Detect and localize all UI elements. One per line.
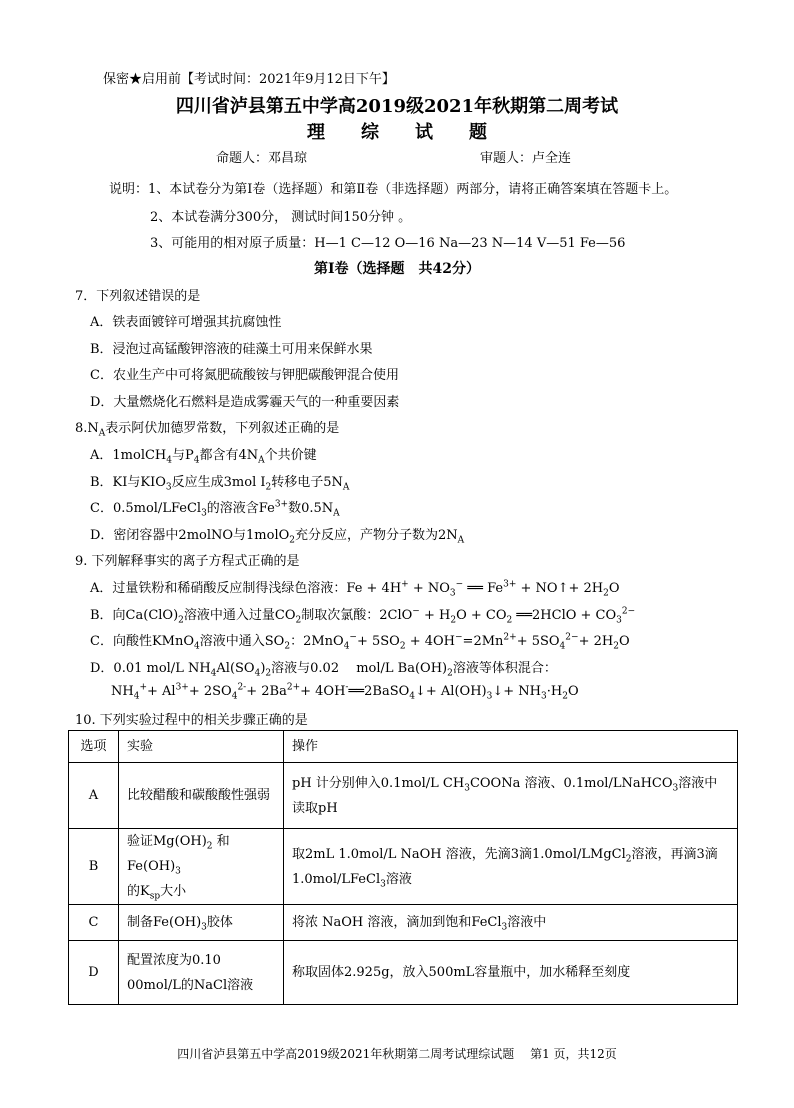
header-experiment: 实验 (119, 731, 284, 763)
exam-subtitle: 理 综 试 题 (307, 122, 487, 143)
header-operation: 操作 (284, 731, 738, 763)
experiment-table (68, 730, 738, 1005)
q8-option-c: C．0.5mol/LFeCl$_3$的溶液含$Fe^{3+}$数$0.5N_A$ (90, 499, 340, 519)
q9-option-b: B．向$Ca(ClO)_2$溶液中通入过量$CO_2$制取次氯酸：$2ClO^- + H_2O + CO_2$ ══2HClO + $CO_3^{2-}$ (90, 606, 636, 626)
row-operation: pH 计分别伸入0.1mol/L $CH_3COONa$ 溶液、0.1mol/LNaHCO$_3$溶液中读取pH (284, 763, 738, 829)
q7-option-b: B．浸泡过高锰酸钾溶液的硅藻土可用来保鲜水果 (90, 342, 373, 357)
q7-option-c: C．农业生产中可将氮肥硫酸铵与钾肥碳酸钾混合使用 (90, 368, 399, 383)
note-3: 3、可能用的相对原子质量：H—1 C—12 O—16 Na—23 N—14 V—51 Fe—56 (150, 236, 626, 251)
q8-option-b: B．KI与$KIO_3$反应生成3mol $I_2$转移电子$5N_A$ (90, 475, 350, 493)
row-operation: 将浓 NaOH 溶液，滴加到饱和FeCl$_3$溶液中 (284, 905, 738, 941)
table-row (69, 905, 738, 941)
q9-option-d-equation: $NH_4^++ Al^{3+}+ 2SO_4^{2-}+ 2Ba^{2+}+$ 4OH-══2BaSO$_4$↓+ $Al(OH)_3↓+ NH_3\cdot H_2O$ (111, 682, 579, 702)
q9-stem: 9. 下列解释事实的离子方程式正确的是 (75, 554, 300, 569)
row-experiment: 制备$Fe(OH)_3$胶体 (119, 905, 284, 941)
note-2: 2、本试卷满分300分， 测试时间150分钟 。 (150, 210, 412, 225)
reviewer-line: 审题人：卢全连 (480, 151, 572, 166)
exam-title: 四川省泸县第五中学高2019级2021年秋期第二周考试 (175, 96, 619, 117)
q9-option-a: A．过量铁粉和稀硝酸反应制得浅绿色溶液：$Fe + 4H^+ + NO_3^-$ ══ $Fe^{3+}$ + NO↑+ $2H_2O$ (90, 579, 620, 599)
row-option: D (69, 941, 119, 1005)
secrecy-line: 保密★启用前【考试时间：2021年9月12日下午】 (103, 72, 395, 87)
q7-option-a: A．铁表面镀锌可增强其抗腐蚀性 (90, 315, 282, 330)
table-row (69, 829, 738, 905)
row-operation: 取2mL 1.0mol/L NaOH 溶液，先滴3滴1.0mol/LMgCl$_2$溶液，再滴3滴1.0mol/LFeCl$_3$溶液 (284, 829, 738, 905)
row-operation: 称取固体2.925g，放入500mL容量瓶中，加水稀释至刻度 (284, 941, 738, 1005)
q10-stem: 10. 下列实验过程中的相关步骤正确的是 (75, 713, 308, 728)
section-heading: 第Ⅰ卷（选择题 共42分） (313, 261, 481, 277)
header-option: 选项 (69, 731, 119, 763)
row-experiment: 配置浓度为0.10 00mol/L的NaCl溶液 (119, 941, 284, 1005)
author-line: 命题人：邓昌琼 (216, 151, 308, 166)
q7-stem: 7．下列叙述错误的是 (75, 289, 201, 304)
q9-option-d: D．0.01 mol/L $NH_4Al(SO_4)_2$溶液与0.02 mol/L $Ba(OH)_2$溶液等体积混合： (90, 661, 557, 679)
q7-option-d: D．大量燃烧化石燃料是造成雾霾天气的一种重要因素 (90, 395, 400, 410)
table-row (69, 763, 738, 829)
table-header-row (69, 731, 738, 763)
q8-stem: $8.N_A$表示阿伏加德罗常数，下列叙述正确的是 (75, 421, 340, 439)
row-option: C (69, 905, 119, 941)
q8-option-a: A．1molCH$_4$与$P_4$都含有$4N_A$个共价键 (90, 448, 317, 466)
row-experiment: 比较醋酸和碳酸酸性强弱 (119, 763, 284, 829)
q8-option-d: D．密闭容器中2molNO与1molO$_2$充分反应，产物分子数为$2N_A$ (90, 528, 465, 546)
row-option: B (69, 829, 119, 905)
row-experiment: 验证$Mg(OH)_2$ 和$Fe(OH)_3$ 的$K_{sp}$大小 (119, 829, 284, 905)
page-footer: 四川省泸县第五中学高2019级2021年秋期第二周考试理综试题 第1 页，共12页 (177, 1047, 617, 1061)
row-option: A (69, 763, 119, 829)
q9-option-c: C．向酸性KMnO$_4$溶液中通入$SO_2$：$2MnO_4^-+ 5SO_2 + 4OH^-=2Mn^{2+}+ 5SO_4^{2-}+ 2H_2O$ (90, 632, 630, 652)
note-1: 说明：1、本试卷分为第Ⅰ卷（选择题）和第Ⅱ卷（非选择题）两部分，请将正确答案填在答题卡上。 (109, 182, 678, 197)
table-row (69, 941, 738, 1005)
